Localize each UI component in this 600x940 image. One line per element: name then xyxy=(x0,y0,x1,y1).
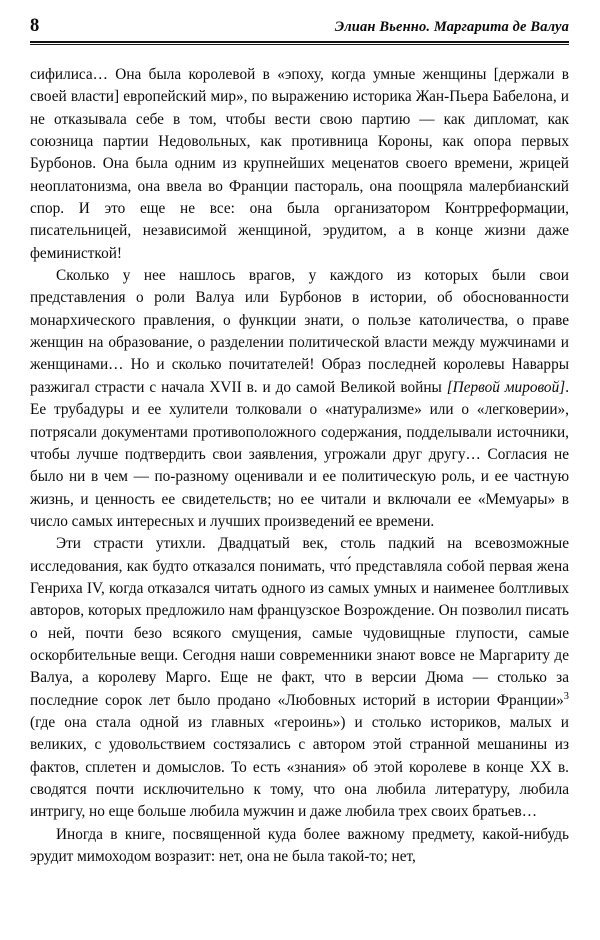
running-title: Элиан Вьенно. Маргарита де Валуа xyxy=(334,19,569,35)
page-number: 8 xyxy=(30,16,40,36)
editorial-gloss-first-world-war: [Первой мировой] xyxy=(446,378,566,396)
paragraph-enemies xyxy=(30,265,569,533)
paragraph-twentieth-century-part1: Эти страсти утихли. Двадцатый век, столь падкий на всевозможные исследования, как будто отказался понимать, что́ представляла собой первая жена Генриха IV, когда отказался читать одного из самых умных и наименее болтливых авторов, которых предложило нам французское Возрождение. Он позволил писать о ней, почти безо всякого смущения, самые чудовищные глупости, самые оскорбительные вещи. Сегодня наши современники знают вовсе не Маргариту де Валуа, а королеву Марго. Еще не факт, что в версии Дюма — столько за последние сорок лет было продано «Любовных историй в истории Франции» xyxy=(30,535,569,709)
paragraph-continuation: сифилиса… Она была королевой в «эпоху, когда умные женщины [держали в своей власти] европейский мир», по выражению историка Жан-Пьера Бабелона, и не отказывала себе в том, чтобы вести свою партию — как дипломат, как союзница партии Недовольных, как противница Короны, как опора первых Бурбонов. Она была одним из крупнейших меценатов своего времени, жрицей неоплатонизма, она ввела во Франции пастораль, она поощряла малербианский спор. И это еще не все: она была организатором Контрреформации, писательницей, независимой женщиной, эрудитом, а в конце жизни даже феминисткой! xyxy=(30,66,569,262)
paragraph-enemies-part2: . Ее трубадуры и ее хулители толковали о «натурализме» или о «легковерии», потрясали документами противоположного содержания, подделывали источники, чтобы лучше подтвердить свои заявления, угрожали друг другу… Согласия не было ни в чем — по-разному оценивали и ее политическую роль, и ее частную жизнь, и ценность ее свидетельств; но ее читали и включали ее «Мемуары» в число самых интересных и лучших произведений ее времени. xyxy=(30,378,570,530)
footnote-reference-3[interactable]: 3 xyxy=(563,690,569,702)
paragraph-twentieth-century xyxy=(30,533,569,823)
paragraph-enemies-part1: Сколько у нее нашлось врагов, у каждого из которых были свои представления о роли Валуа или Бурбонов в истории, об обоснованности монархического правления, о функции знати, о пользе католичества, о праве женщин на образование, о разделении политической власти между мужчинами и женщинами… Но и сколько почитателей! Образ последней королевы Наварры разжигал страсти с начала XVII в. и до самой Великой войны xyxy=(30,267,569,396)
body-text xyxy=(30,64,569,868)
header-rule-thin xyxy=(30,44,569,45)
paragraph-erudite: Иногда в книге, посвященной куда более важному предмету, какой-нибудь эрудит мимоходом возразит: нет, она не была такой-то; нет, xyxy=(30,825,569,866)
header-rule xyxy=(30,41,569,46)
running-head xyxy=(30,17,569,39)
paragraph-twentieth-century-part2: (где она стала одной из главных «героинь») и столько историков, малых и великих, с удовольствием состязались с автором этой странной мешанины из фактов, сплетен и домыслов. То есть «знания» об этой королеве в конце XX в. сводятся почти исключительно к тому, что она любила литературу, любила интригу, но еще больше любила мужчин и даже любила трех своих братьев… xyxy=(30,713,569,821)
